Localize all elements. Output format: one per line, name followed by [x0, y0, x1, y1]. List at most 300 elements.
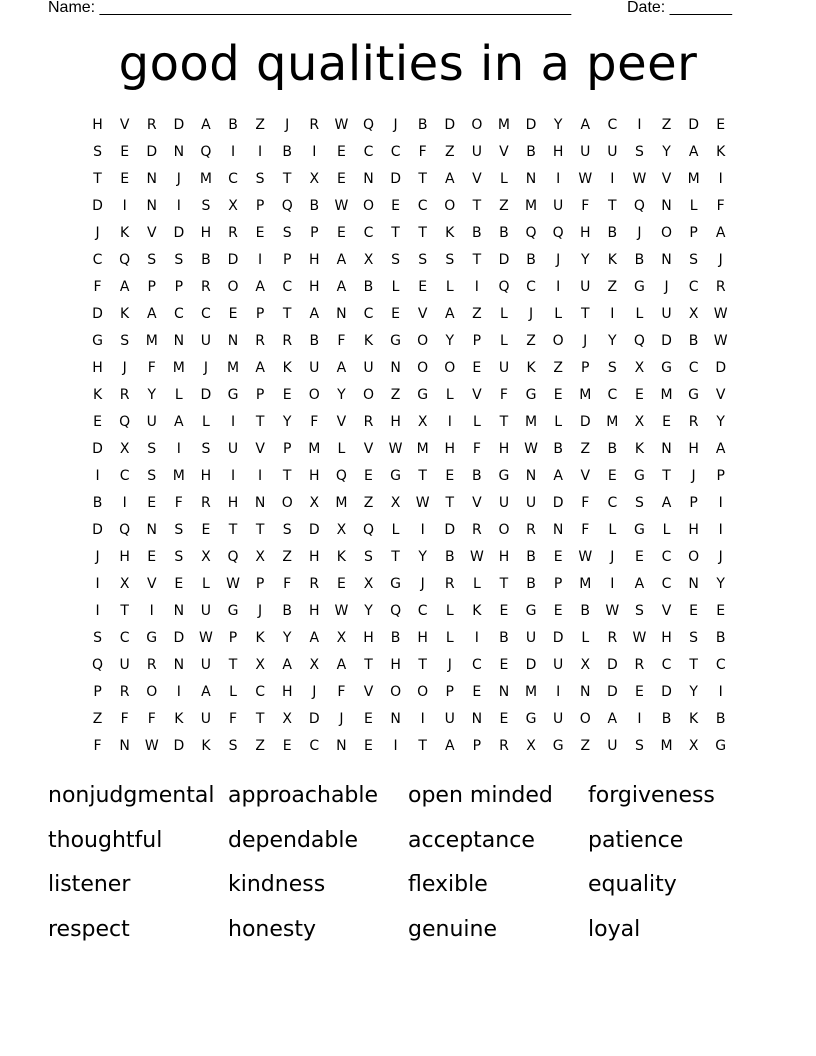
grid-letter: D [552, 630, 564, 646]
word-bank-item: genuine [408, 916, 497, 942]
grid-letter: B [715, 711, 726, 727]
grid-letter: E [364, 738, 373, 754]
grid-letter: P [553, 576, 563, 592]
grid-letter: I [718, 522, 723, 538]
grid-letter: O [579, 711, 591, 727]
grid-letter: C [119, 630, 130, 646]
grid-letter: V [472, 495, 482, 511]
grid-letter: S [174, 522, 184, 538]
grid-letter: O [417, 333, 429, 349]
grid-letter: Y [553, 117, 563, 133]
grid-letter: G [525, 387, 537, 403]
grid-letter: G [688, 387, 700, 403]
grid-letter: W [524, 441, 538, 457]
grid-letter: N [119, 738, 130, 754]
grid-letter: D [92, 441, 103, 457]
grid-letter: B [526, 144, 536, 160]
grid-letter: D [308, 711, 320, 727]
grid-letter: A [201, 117, 211, 133]
grid-letter: B [499, 225, 509, 241]
grid-letter: M [145, 333, 158, 349]
grid-letter: A [444, 171, 455, 187]
grid-letter: I [258, 252, 263, 268]
grid-letter: V [499, 144, 509, 160]
grid-letter: H [309, 252, 320, 268]
grid-letter: N [688, 576, 699, 592]
grid-letter: X [363, 576, 374, 592]
grid-letter: J [122, 360, 127, 376]
grid-letter: I [447, 414, 452, 430]
grid-letter: L [445, 279, 454, 295]
grid-letter: S [201, 198, 211, 214]
grid-letter: Z [661, 117, 672, 133]
grid-letter: M [525, 414, 538, 430]
grid-letter: Z [580, 441, 591, 457]
grid-letter: E [716, 603, 726, 619]
grid-letter: A [146, 306, 157, 322]
grid-letter: E [364, 468, 373, 484]
grid-letter: X [336, 630, 347, 646]
grid-letter: F [581, 198, 590, 214]
grid-letter: T [445, 495, 455, 511]
grid-letter: C [363, 225, 374, 241]
grid-letter: W [578, 549, 593, 565]
grid-letter: C [201, 306, 211, 322]
grid-letter: R [526, 522, 536, 538]
grid-letter: L [554, 306, 563, 322]
grid-letter: U [471, 144, 482, 160]
grid-letter: N [498, 684, 510, 700]
grid-letter: D [200, 387, 212, 403]
grid-letter: L [472, 576, 481, 592]
grid-letter: W [334, 603, 349, 619]
grid-letter: A [309, 630, 320, 646]
grid-letter: Y [580, 252, 590, 268]
grid-letter: Y [689, 684, 698, 700]
grid-letter: E [282, 738, 292, 754]
grid-letter: A [607, 711, 618, 727]
grid-letter: P [282, 252, 292, 268]
grid-letter: T [418, 468, 427, 484]
grid-letter: M [308, 441, 321, 457]
grid-letter: P [255, 306, 265, 322]
grid-letter: H [309, 603, 320, 619]
grid-letter: S [634, 603, 644, 619]
grid-letter: H [227, 495, 239, 511]
grid-letter: O [417, 360, 429, 376]
grid-letter: R [228, 225, 238, 241]
grid-letter: L [635, 306, 644, 322]
grid-letter: M [172, 468, 185, 484]
grid-letter: B [715, 630, 726, 646]
grid-letter: D [227, 252, 239, 268]
grid-letter: C [607, 117, 618, 133]
grid-letter: T [282, 171, 292, 187]
grid-letter: P [689, 495, 698, 511]
word-bank-item: respect [48, 916, 130, 942]
grid-letter: H [417, 630, 428, 646]
word-bank-item: honesty [228, 916, 316, 942]
grid-letter: H [363, 630, 374, 646]
grid-letter: E [336, 576, 346, 592]
grid-letter: N [661, 198, 672, 214]
grid-letter: G [633, 522, 645, 538]
grid-letter: Z [92, 711, 103, 727]
grid-letter: Q [525, 225, 537, 241]
grid-letter: T [608, 198, 617, 214]
grid-letter: B [363, 279, 374, 295]
grid-letter: M [579, 576, 592, 592]
grid-letter: T [499, 576, 509, 592]
grid-letter: C [607, 495, 618, 511]
grid-letter: S [364, 549, 373, 565]
grid-letter: B [201, 252, 211, 268]
grid-letter: X [580, 657, 591, 673]
grid-letter: Z [472, 306, 482, 322]
grid-letter: E [391, 198, 400, 214]
grid-letter: K [201, 738, 211, 754]
word-bank-item: listener [48, 872, 131, 897]
grid-letter: R [201, 495, 211, 511]
grid-letter: E [553, 603, 563, 619]
grid-letter: O [444, 360, 456, 376]
grid-letter: M [416, 441, 429, 457]
grid-letter: P [581, 360, 590, 376]
grid-letter: S [391, 252, 401, 268]
grid-letter: I [637, 117, 642, 133]
grid-letter: L [174, 387, 183, 403]
grid-letter: R [119, 684, 130, 700]
grid-letter: O [471, 117, 483, 133]
grid-letter: V [580, 468, 591, 484]
grid-letter: W [415, 495, 430, 511]
grid-letter: Z [580, 738, 591, 754]
grid-letter: M [525, 198, 538, 214]
grid-letter: J [637, 225, 642, 241]
grid-letter: Q [92, 657, 104, 673]
grid-letter: S [201, 441, 211, 457]
grid-letter: U [525, 630, 537, 646]
grid-letter: I [420, 711, 425, 727]
grid-letter: P [93, 684, 102, 700]
grid-letter: D [661, 333, 672, 349]
grid-letter: I [230, 414, 236, 430]
grid-letter: C [417, 603, 428, 619]
grid-letter: D [525, 117, 537, 133]
grid-letter: D [92, 306, 103, 322]
grid-letter: I [258, 144, 263, 160]
word-bank-item: open minded [408, 783, 553, 808]
grid-letter: O [498, 522, 510, 538]
grid-letter: I [176, 198, 181, 214]
grid-letter: C [228, 171, 238, 187]
grid-letter: V [146, 576, 157, 592]
grid-letter: M [687, 171, 700, 187]
grid-letter: J [610, 549, 615, 565]
grid-letter: G [227, 387, 239, 403]
grid-letter: R [201, 279, 211, 295]
grid-letter: F [174, 495, 183, 511]
grid-letter: B [634, 252, 645, 268]
grid-letter: O [308, 387, 320, 403]
grid-letter: V [715, 387, 726, 403]
grid-letter: P [255, 387, 265, 403]
grid-letter: O [281, 495, 293, 511]
grid-letter: N [336, 738, 347, 754]
grid-letter: F [147, 711, 156, 727]
grid-letter: P [310, 225, 319, 241]
grid-letter: K [607, 252, 617, 268]
grid-letter: X [228, 198, 238, 214]
grid-letter: B [472, 225, 482, 241]
grid-letter: W [334, 117, 349, 133]
grid-letter: K [526, 360, 536, 376]
grid-letter: G [715, 738, 727, 754]
grid-letter: W [713, 306, 728, 322]
grid-letter: I [230, 468, 236, 484]
grid-letter: B [526, 549, 536, 565]
grid-letter: D [498, 252, 510, 268]
grid-letter: T [228, 657, 238, 673]
grid-letter: L [202, 414, 210, 430]
word-bank-item: approachable [228, 783, 379, 808]
grid-letter: Y [445, 333, 455, 349]
grid-letter: A [282, 657, 292, 673]
grid-letter: L [554, 414, 563, 430]
grid-letter: S [93, 144, 102, 160]
grid-letter: D [552, 495, 564, 511]
grid-letter: B [526, 252, 536, 268]
grid-letter: S [147, 468, 157, 484]
grid-letter: T [662, 468, 671, 484]
grid-letter: G [390, 468, 401, 484]
grid-letter: M [226, 360, 240, 376]
grid-letter: K [363, 333, 374, 349]
grid-letter: Y [662, 144, 671, 160]
grid-letter: P [174, 279, 184, 295]
grid-letter: X [282, 711, 292, 727]
grid-letter: U [553, 657, 564, 673]
grid-letter: F [310, 414, 319, 430]
grid-letter: U [525, 495, 537, 511]
grid-letter: X [255, 657, 265, 673]
grid-letter: M [525, 684, 538, 700]
grid-letter: Y [608, 333, 617, 349]
grid-letter: C [417, 198, 428, 214]
grid-letter: L [229, 684, 237, 700]
grid-letter: I [393, 738, 398, 754]
grid-letter: Q [390, 603, 402, 619]
grid-letter: J [718, 549, 723, 565]
grid-letter: I [95, 468, 100, 484]
grid-letter: B [282, 603, 292, 619]
grid-letter: X [363, 252, 374, 268]
grid-letter: C [471, 657, 482, 673]
grid-letter: X [688, 306, 699, 322]
grid-letter: V [336, 414, 347, 430]
grid-letter: Z [607, 279, 618, 295]
grid-letter: O [661, 225, 673, 241]
grid-letter: E [147, 549, 157, 565]
grid-letter: I [556, 171, 561, 187]
grid-letter: L [472, 414, 481, 430]
grid-letter: A [255, 360, 265, 376]
grid-letter: H [552, 144, 564, 160]
date-line: Date: _______ [627, 0, 732, 16]
grid-letter: Q [633, 333, 645, 349]
grid-letter: V [363, 684, 374, 700]
word-bank-item: patience [588, 827, 684, 853]
grid-letter: U [553, 711, 564, 727]
grid-letter: S [174, 252, 184, 268]
grid-letter: E [634, 549, 644, 565]
grid-letter: U [200, 657, 212, 673]
grid-letter: E [282, 387, 292, 403]
grid-letter: J [95, 549, 100, 565]
grid-letter: Z [363, 495, 374, 511]
grid-letter: R [309, 117, 320, 133]
grid-letter: C [661, 549, 672, 565]
grid-letter: J [339, 711, 344, 727]
grid-letter: T [499, 414, 509, 430]
grid-letter: J [312, 684, 317, 700]
name-line: Name: _____________________________________________________ [48, 0, 572, 16]
grid-letter: Z [282, 549, 292, 565]
grid-letter: R [146, 117, 157, 133]
grid-letter: S [418, 252, 428, 268]
grid-letter: Q [633, 198, 645, 214]
grid-letter: H [688, 522, 699, 538]
grid-letter: Q [119, 522, 131, 538]
grid-letter: H [309, 468, 320, 484]
grid-letter: K [716, 144, 726, 160]
grid-letter: U [444, 711, 455, 727]
grid-letter: O [362, 387, 374, 403]
page-title: good qualities in a peer [118, 36, 698, 92]
grid-letter: C [363, 144, 374, 160]
grid-letter: H [390, 414, 401, 430]
grid-letter: Y [282, 630, 292, 646]
grid-letter: J [691, 468, 696, 484]
grid-letter: X [201, 549, 211, 565]
grid-letter: U [553, 198, 564, 214]
grid-letter: N [254, 495, 266, 511]
grid-letter: T [472, 198, 482, 214]
grid-letter: W [334, 198, 349, 214]
grid-letter: L [608, 522, 617, 538]
grid-letter: A [336, 657, 347, 673]
grid-letter: K [282, 360, 292, 376]
grid-letter: G [498, 468, 510, 484]
grid-letter: W [226, 576, 240, 592]
grid-letter: A [715, 441, 726, 457]
grid-letter: Z [553, 360, 563, 376]
grid-letter: B [417, 117, 428, 133]
grid-letter: Q [552, 225, 564, 241]
grid-letter: N [146, 198, 157, 214]
grid-letter: R [715, 279, 726, 295]
grid-letter: W [144, 738, 159, 754]
grid-letter: A [661, 495, 672, 511]
grid-letter: L [581, 630, 590, 646]
grid-letter: P [472, 738, 482, 754]
grid-letter: T [282, 468, 292, 484]
grid-letter: E [553, 387, 563, 403]
grid-letter: L [391, 279, 400, 295]
grid-letter: E [201, 522, 211, 538]
grid-letter: O [552, 333, 564, 349]
grid-letter: G [146, 630, 158, 646]
grid-letter: F [581, 495, 590, 511]
grid-letter: L [202, 576, 210, 592]
grid-letter: F [472, 441, 481, 457]
grid-letter: E [472, 360, 482, 376]
grid-letter: F [716, 198, 725, 214]
grid-letter: N [173, 603, 185, 619]
grid-letter: Z [526, 333, 536, 349]
grid-letter: E [499, 603, 509, 619]
grid-letter: G [661, 360, 672, 376]
grid-letter: U [580, 279, 591, 295]
grid-letter: N [525, 468, 537, 484]
grid-letter: S [689, 630, 699, 646]
grid-letter: W [199, 630, 213, 646]
grid-letter: D [715, 360, 727, 376]
grid-letter: B [92, 495, 103, 511]
grid-letter: F [283, 576, 292, 592]
grid-letter: Y [147, 387, 157, 403]
grid-letter: K [336, 549, 346, 565]
grid-letter: D [308, 522, 320, 538]
grid-letter: M [579, 387, 592, 403]
grid-letter: I [556, 279, 561, 295]
grid-letter: H [92, 117, 103, 133]
grid-letter: L [445, 387, 454, 403]
grid-letter: B [553, 441, 563, 457]
grid-letter: T [391, 225, 400, 241]
grid-letter: P [716, 468, 725, 484]
grid-letter: D [92, 198, 103, 214]
grid-letter: P [255, 198, 265, 214]
grid-letter: T [418, 738, 427, 754]
grid-letter: T [120, 603, 129, 619]
grid-letter: U [498, 495, 510, 511]
grid-letter: C [661, 576, 672, 592]
word-bank-item: kindness [228, 872, 326, 897]
grid-letter: O [227, 279, 239, 295]
grid-letter: N [390, 360, 401, 376]
grid-letter: K [634, 441, 645, 457]
grid-letter: D [444, 522, 456, 538]
grid-letter: U [580, 144, 591, 160]
grid-letter: N [390, 711, 401, 727]
grid-letter: T [418, 171, 427, 187]
grid-letter: L [689, 198, 698, 214]
grid-letter: E [391, 306, 400, 322]
grid-letter: B [444, 549, 455, 565]
grid-letter: E [634, 684, 644, 700]
grid-letter: S [282, 225, 292, 241]
grid-letter: D [173, 630, 185, 646]
grid-letter: D [661, 684, 672, 700]
grid-letter: F [120, 711, 129, 727]
grid-letter: D [173, 738, 185, 754]
grid-letter: N [525, 171, 537, 187]
grid-letter: V [146, 225, 157, 241]
grid-letter: M [172, 360, 185, 376]
grid-letter: E [499, 657, 509, 673]
grid-letter: T [228, 522, 238, 538]
